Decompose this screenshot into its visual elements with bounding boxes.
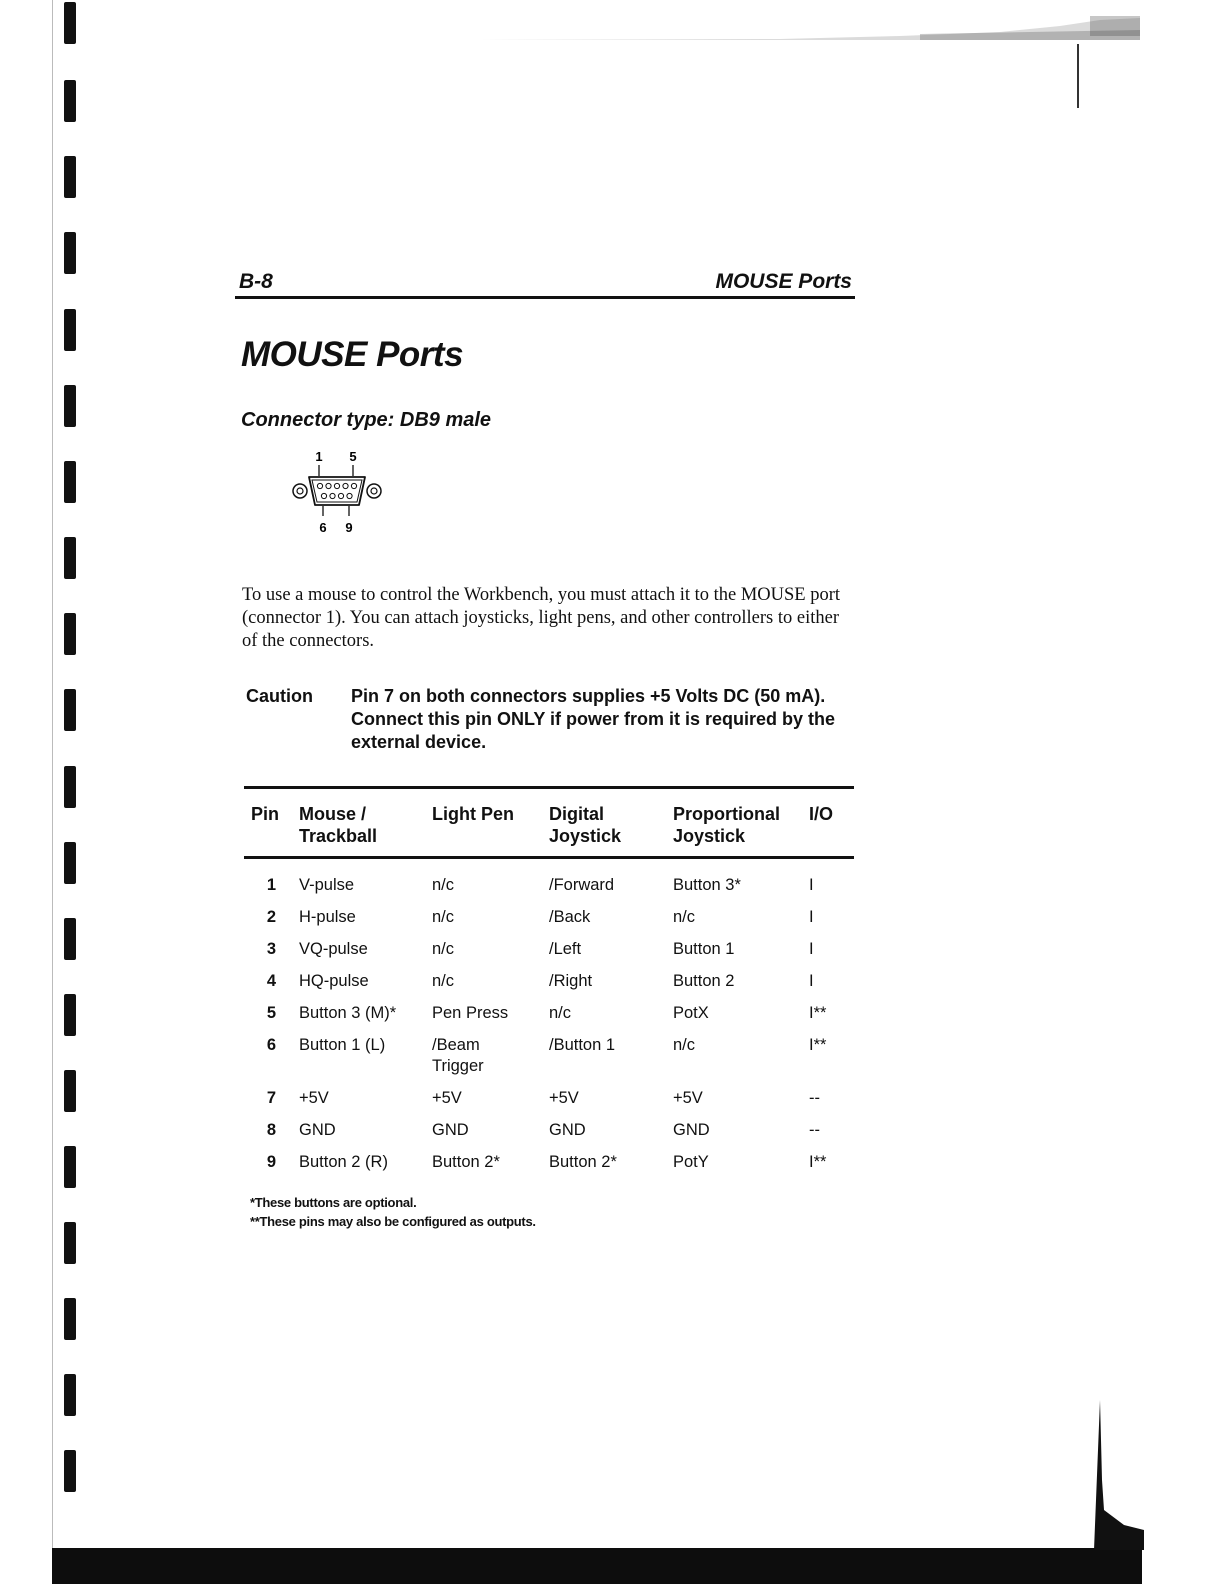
binding-hole bbox=[64, 918, 76, 960]
cell-light-pen: Button 2* bbox=[432, 1153, 500, 1171]
cell-mouse: Button 3 (M)* bbox=[299, 1004, 397, 1022]
pin-5-label: 5 bbox=[349, 449, 357, 464]
running-head bbox=[235, 270, 855, 299]
binding-hole bbox=[64, 1374, 76, 1416]
cell-light-pen: n/c bbox=[432, 876, 455, 894]
document-page bbox=[235, 270, 855, 1231]
table-row bbox=[244, 1147, 854, 1179]
cell-mouse: VQ-pulse bbox=[299, 940, 368, 958]
table-row bbox=[244, 858, 854, 903]
cell-mouse: Button 1 (L) bbox=[299, 1036, 386, 1054]
footnote-configurable-outputs: **These pins may also be configured as outputs. bbox=[250, 1214, 536, 1229]
intro-paragraph: To use a mouse to control the Workbench, you must attach it to the MOUSE port (connector 1). You can attach joysticks, light pens, and other controllers to either of the connectors. bbox=[242, 585, 841, 651]
cell-io: I** bbox=[809, 1153, 827, 1171]
header-light-pen: Light Pen bbox=[432, 788, 549, 858]
pin-number: 7 bbox=[266, 1089, 277, 1107]
cell-proportional: n/c bbox=[673, 1036, 696, 1054]
cell-digital: n/c bbox=[549, 1004, 572, 1022]
header-pin: Pin bbox=[244, 788, 299, 858]
cell-io: I bbox=[809, 908, 814, 926]
cell-proportional: PotX bbox=[673, 1004, 709, 1022]
table-row bbox=[244, 1030, 854, 1083]
cell-mouse: HQ-pulse bbox=[299, 972, 369, 990]
header-proportional-joystick: Proportional Joystick bbox=[673, 788, 809, 858]
binding-hole bbox=[64, 613, 76, 655]
header-io: I/O bbox=[809, 788, 854, 858]
db9-connector-diagram bbox=[291, 446, 391, 538]
table-row bbox=[244, 998, 854, 1030]
section-title: MOUSE Ports bbox=[715, 270, 852, 293]
cell-light-pen: /Beam Trigger bbox=[432, 1036, 484, 1075]
cell-proportional: Button 3* bbox=[673, 876, 741, 894]
pin-1-label: 1 bbox=[315, 449, 323, 464]
pin-number: 4 bbox=[266, 972, 277, 990]
scan-bottom-edge bbox=[52, 1548, 1142, 1584]
cell-io: I** bbox=[809, 1036, 827, 1054]
caution-note bbox=[246, 685, 855, 754]
cell-mouse: H-pulse bbox=[299, 908, 356, 926]
binding-hole bbox=[64, 461, 76, 503]
cell-io: -- bbox=[809, 1121, 820, 1139]
cell-proportional: PotY bbox=[673, 1153, 709, 1171]
pin-number: 1 bbox=[266, 876, 277, 894]
connector-type: Connector type: DB9 male bbox=[241, 409, 492, 431]
binding-hole bbox=[64, 80, 76, 122]
binding-hole bbox=[64, 156, 76, 198]
scan-smudge-top bbox=[480, 10, 1140, 44]
binding-hole bbox=[64, 385, 76, 427]
cell-light-pen: n/c bbox=[432, 908, 455, 926]
cell-light-pen: Pen Press bbox=[432, 1004, 509, 1022]
cell-digital: /Back bbox=[549, 908, 591, 926]
pin-6-label: 6 bbox=[319, 520, 327, 535]
cell-mouse: +5V bbox=[299, 1089, 329, 1107]
cell-proportional: n/c bbox=[673, 908, 696, 926]
cell-digital: /Button 1 bbox=[549, 1036, 616, 1054]
cell-proportional: Button 2 bbox=[673, 972, 735, 990]
binding-fold-line bbox=[52, 0, 53, 1584]
header-digital-joystick: Digital Joystick bbox=[549, 788, 673, 858]
cell-mouse: V-pulse bbox=[299, 876, 355, 894]
cell-light-pen: +5V bbox=[432, 1089, 462, 1107]
cell-mouse: GND bbox=[299, 1121, 336, 1139]
footnote-optional-buttons: *These buttons are optional. bbox=[250, 1195, 417, 1210]
cell-io: I bbox=[809, 940, 814, 958]
cell-digital: +5V bbox=[549, 1089, 579, 1107]
cell-digital: /Right bbox=[549, 972, 593, 990]
pinout-table bbox=[244, 786, 854, 1179]
binding-hole bbox=[64, 766, 76, 808]
pin-number: 8 bbox=[266, 1121, 277, 1139]
caution-text: Pin 7 on both connectors supplies +5 Volts DC (50 mA). Connect this pin ONLY if power from it is required by the external device. bbox=[351, 686, 836, 752]
binding-hole bbox=[64, 689, 76, 731]
pin-number: 5 bbox=[266, 1004, 277, 1022]
pin-number: 3 bbox=[266, 940, 277, 958]
header-mouse-trackball: Mouse / Trackball bbox=[299, 788, 432, 858]
table-row bbox=[244, 966, 854, 998]
binding-hole bbox=[64, 232, 76, 274]
binding-hole bbox=[64, 309, 76, 351]
binding-hole bbox=[64, 2, 76, 44]
cell-mouse: Button 2 (R) bbox=[299, 1153, 388, 1171]
binding-hole bbox=[64, 1222, 76, 1264]
cell-io: I** bbox=[809, 1004, 827, 1022]
binding-hole bbox=[64, 537, 76, 579]
cell-io: I bbox=[809, 876, 814, 894]
table-header-row bbox=[244, 788, 854, 858]
binding-hole bbox=[64, 994, 76, 1036]
binding-hole bbox=[64, 842, 76, 884]
caution-label: Caution bbox=[246, 686, 313, 706]
cell-light-pen: n/c bbox=[432, 940, 455, 958]
binding-hole bbox=[64, 1298, 76, 1340]
page-label: B-8 bbox=[239, 270, 273, 293]
scan-mark-right bbox=[1077, 44, 1079, 108]
table-row bbox=[244, 934, 854, 966]
cell-digital: GND bbox=[549, 1121, 586, 1139]
pin-9-label: 9 bbox=[345, 520, 353, 535]
cell-digital: /Left bbox=[549, 940, 582, 958]
cell-io: I bbox=[809, 972, 814, 990]
scan-page-curl bbox=[1094, 1400, 1144, 1550]
cell-io: -- bbox=[809, 1089, 820, 1107]
pin-number: 9 bbox=[266, 1153, 277, 1171]
pin-number: 2 bbox=[266, 908, 277, 926]
cell-digital: Button 2* bbox=[549, 1153, 617, 1171]
cell-light-pen: n/c bbox=[432, 972, 455, 990]
table-row bbox=[244, 902, 854, 934]
binding-hole bbox=[64, 1450, 76, 1492]
binding-hole bbox=[64, 1070, 76, 1112]
cell-proportional: GND bbox=[673, 1121, 710, 1139]
table-row bbox=[244, 1115, 854, 1147]
cell-light-pen: GND bbox=[432, 1121, 469, 1139]
binding-edge bbox=[0, 0, 90, 1584]
pin-number: 6 bbox=[266, 1036, 277, 1054]
table-row bbox=[244, 1083, 854, 1115]
footnotes bbox=[250, 1193, 855, 1231]
page-title: MOUSE Ports bbox=[241, 335, 464, 374]
cell-proportional: +5V bbox=[673, 1089, 703, 1107]
cell-proportional: Button 1 bbox=[673, 940, 735, 958]
binding-hole bbox=[64, 1146, 76, 1188]
cell-digital: /Forward bbox=[549, 876, 615, 894]
